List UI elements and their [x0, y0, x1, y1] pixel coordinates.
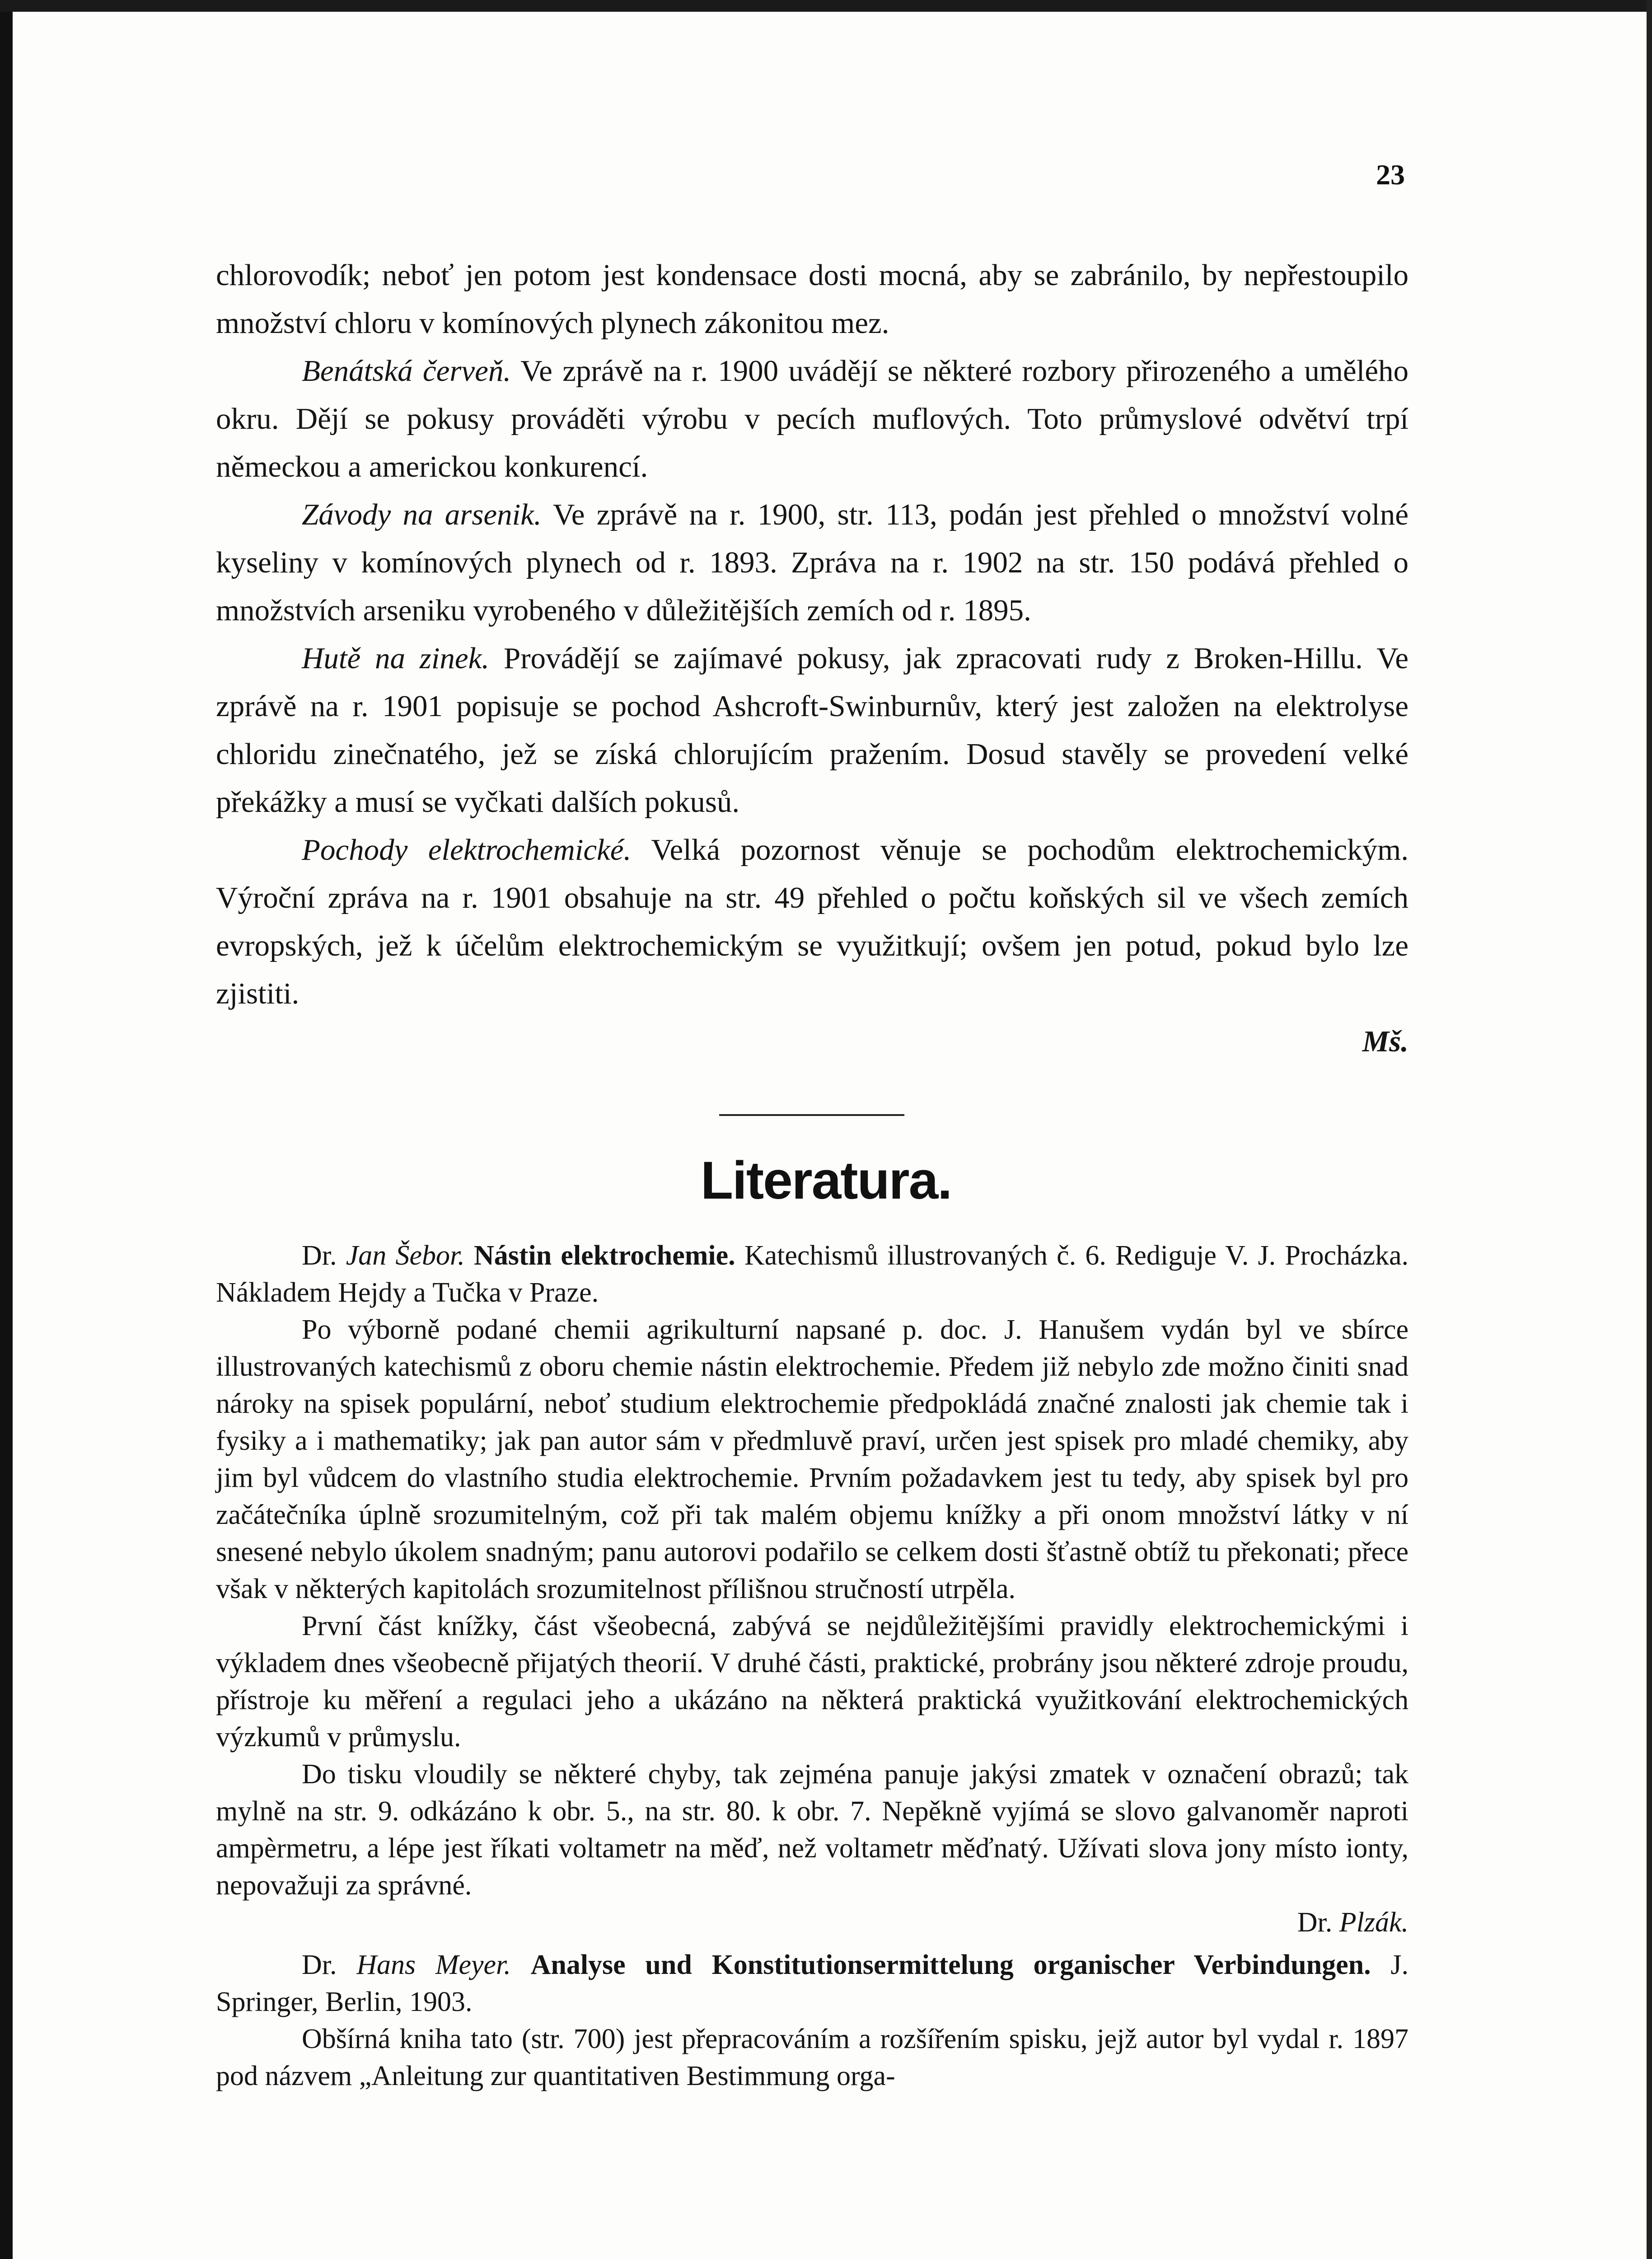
- review2-paragraph: Obšírná kniha tato (str. 700) jest přepracováním a rozšířením spisku, jejž autor byl vydal r. 1897 pod názvem „Anleitung zur quantitativen Bestimmung orga-: [216, 2024, 1409, 2091]
- intro-paragraph: chlorovodík; neboť jen potom jest kondensace dosti mocná, aby se zabránilo, by nepřestoupilo množství chloru v komínových plynech zákonitou mez.: [216, 258, 1409, 340]
- review1-signature-prefix: Dr.: [1297, 1907, 1333, 1938]
- section-hute-na-zinek: [216, 634, 1409, 826]
- review1-paragraph: Po výborně podané chemii agrikulturní napsané p. doc. J. Hanušem vydán byl ve sbírce illustrovaných katechismů z oboru chemie nástin elektrochemie. Předem již nebylo zde možno činiti snad nároky na spisek populární, neboť studium elektrochemie předpokládá značné znalosti jak chemie tak i fysiky a i mathematiky; jak pan autor sám v předmluvě praví, určen jest spisek pro mladé chemiky, aby jim byl vůdcem do vlastního studia elektrochemie. Prvním požadavkem jest tu tedy, aby spisek byl pro začátečníka úplně srozumitelným, což při tak malém objemu knížky a při onom množství látky v ní snesené nebylo úkolem snadným; panu autorovi podařilo se celkem dosti šťastně obtíž tu překonati; přece však v některých kapitolách srozumitelnost přílišnou stručností utrpěla.: [216, 1314, 1409, 1604]
- report-continuation: [216, 251, 1409, 1065]
- section-text: Ve zprávě na r. 1900 uvádějí se některé rozbory přirozeného a umělého okru. Dějí se pokusy prováděti výrobu v pecích muflových. Toto průmyslové odvětví trpí německou a americkou konkurencí.: [216, 354, 1409, 483]
- scan-border-right: [1647, 0, 1652, 2259]
- review2-book-title: Analyse und Konstitutionsermittelung organischer Verbindungen.: [530, 1950, 1371, 1980]
- review1-paragraph: První část knížky, část všeobecná, zabývá se nejdůležitějšími pravidly elektrochemickými i výkladem dnes všeobecně přijatých theorií. V druhé části, praktické, probrány jsou některé zdroje proudu, přístroje ku měření a regulaci jeho a ukázáno na některá praktická využitkování elektrochemických výzkumů v průmyslu.: [216, 1611, 1409, 1753]
- section-text: Ve zprávě na r. 1900, str. 113, podán jest přehled o množství volné kyseliny v komínových plynech od r. 1893. Zpráva na r. 1902 na str. 150 podává přehled o množstvích arseniku vyrobeného v důležitějších zemích od r. 1895.: [216, 498, 1409, 627]
- section-text: Velká pozornost věnuje se pochodům elektrochemickým. Výroční zpráva na r. 1901 obsahuje na str. 49 přehled o počtu koňských sil ve všech zemích evropských, jež k účelům elektrochemickým se využitkují; ovšem jen potud, pokud bylo lze zjistiti.: [216, 833, 1409, 1010]
- section-pochody-elektrochemicke: [216, 826, 1409, 1017]
- section-text: Provádějí se zajímavé pokusy, jak zpracovati rudy z Broken-Hillu. Ve zprávě na r. 1901 popisuje se pochod Ashcroft-Swinburnův, který jest založen na elektrolyse chloridu zinečnatého, jež se získá chlorujícím pražením. Dosud stavěly se provedení velké překážky a musí se vyčkati dalších pokusů.: [216, 642, 1409, 819]
- review1-paragraph: Do tisku vloudily se některé chyby, tak zejména panuje jakýsi zmatek v označení obrazů; tak mylně na str. 9. odkázáno k obr. 5., na str. 80. k obr. 7. Nepěkně vyjímá se slovo galvanoměr naproti ampèrmetru, a lépe jest říkati voltametr na měď, než voltametr měďnatý. Užívati slova jony místo ionty, nepovažuji za správné.: [216, 1759, 1409, 1901]
- page-number: 23: [1376, 159, 1405, 191]
- review1-author: Jan Šebor.: [346, 1240, 465, 1271]
- section-heading: Pochody elektrochemické.: [302, 833, 632, 867]
- review2-author: Hans Meyer.: [356, 1950, 511, 1980]
- review2-header: [216, 1946, 1409, 2020]
- review1-citation: Katechismů illustrovaných č. 6. Rediguje V. J. Procházka. Nákladem Hejdy a Tučka v Praze.: [216, 1240, 1409, 1308]
- section-zavody-na-arsenik: [216, 491, 1409, 634]
- report-signature: Mš.: [1362, 1025, 1409, 1058]
- review2-citation: J. Springer, Berlin, 1903.: [216, 1950, 1409, 2017]
- section-divider: [719, 1114, 904, 1116]
- review2-author-prefix: Dr.: [302, 1950, 337, 1980]
- literatura-reviews: [216, 1237, 1409, 2095]
- review1-author-prefix: Dr.: [302, 1240, 337, 1271]
- scan-border-left: [0, 0, 13, 2259]
- section-heading: Závody na arsenik.: [302, 498, 542, 531]
- review1-signature-name: Plzák.: [1339, 1907, 1409, 1938]
- review1-book-title: Nástin elektrochemie.: [473, 1240, 735, 1271]
- section-benatska-cerven: [216, 347, 1409, 491]
- section-heading: Hutě na zinek.: [302, 642, 490, 675]
- review1-signature: [216, 1904, 1409, 1941]
- review1-header: [216, 1237, 1409, 1311]
- literatura-heading: Literatura.: [700, 1151, 952, 1210]
- section-heading: Benátská červeň.: [302, 354, 511, 388]
- scan-border-top: [0, 0, 1652, 12]
